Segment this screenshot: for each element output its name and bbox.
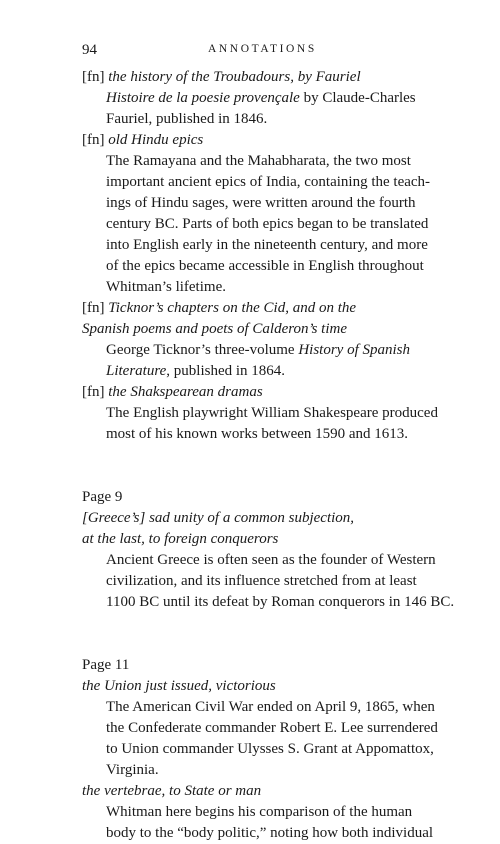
book-title: History of Spanish [298, 342, 411, 358]
annotation-phrase: [Greece’s] sad unity of a common subjection, [82, 510, 355, 526]
annotation-phrase-cont: Spanish poems and poets of Calderon’s time [82, 321, 347, 337]
annotation-phrase: the Shakspearean dramas [108, 384, 263, 400]
annotation-note-line [82, 361, 422, 382]
annotation-note-line: Whitman here begins his comparison of the human [106, 804, 413, 820]
note-text: , published in 1864. [166, 363, 286, 379]
note-text: George Ticknor’s three-volume [106, 342, 299, 358]
note-text: by Claude-Charles [299, 90, 416, 106]
annotation-note-line: The Ramayana and the Mahabharata, the two most [106, 153, 411, 169]
annotation-phrase: old Hindu epics [108, 132, 204, 148]
annotations-body [82, 67, 455, 844]
page-number: 94 [82, 42, 97, 58]
annotation-note-line: of the epics became accessible in English throughout [106, 258, 424, 274]
annotation-note-line: Ancient Greece is often seen as the founder of Western [106, 552, 436, 568]
book-title: Histoire de la poesie provençale [106, 90, 300, 106]
annotation-head [82, 130, 422, 151]
annotation-note-line: the Confederate commander Robert E. Lee surrendered [106, 720, 438, 736]
footnote-marker: [fn] [82, 69, 105, 85]
footnote-marker: [fn] [82, 300, 105, 316]
section-gap [82, 613, 422, 655]
annotation-phrase: the history of the Troubadours, by Fauriel [108, 69, 361, 85]
annotation-note-line: civilization, and its influence stretched from at least [106, 573, 417, 589]
annotation-note-line: into English early in the nineteenth century, and more [106, 237, 428, 253]
annotation-head [82, 67, 422, 88]
page-reference: Page 11 [82, 657, 130, 673]
annotation-phrase: Ticknor’s chapters on the Cid, and on the [108, 300, 357, 316]
annotation-note-line: important ancient epics of India, containing the teach- [106, 174, 431, 190]
page-reference: Page 9 [82, 489, 123, 505]
annotation-note-line [82, 340, 422, 361]
annotation-phrase: the Union just issued, victorious [82, 678, 276, 694]
footnote-marker: [fn] [82, 384, 105, 400]
running-head: ANNOTATIONS [208, 43, 317, 55]
annotation-note-line [82, 88, 422, 109]
annotation-note-line: century BC. Parts of both epics began to be translated [106, 216, 429, 232]
book-title: Literature [106, 363, 167, 379]
annotation-note-line: ings of Hindu sages, were written around the fourth [106, 195, 416, 211]
annotation-note-line: most of his known works between 1590 and 1613. [106, 426, 409, 442]
annotation-note-line: The English playwright William Shakespeare produced [106, 405, 438, 421]
annotation-note-line: Fauriel, published in 1846. [106, 111, 268, 127]
annotation-note-line: to Union commander Ulysses S. Grant at Appomattox, [106, 741, 434, 757]
annotation-note-line: The American Civil War ended on April 9, 1865, when [106, 699, 435, 715]
annotation-note-line: Virginia. [106, 762, 159, 778]
annotation-head [82, 298, 422, 319]
annotation-phrase: the vertebrae, to State or man [82, 783, 262, 799]
annotation-note-line: 1100 BC until its defeat by Roman conquerors in 146 BC. [106, 594, 455, 610]
annotation-phrase-cont: at the last, to foreign conquerors [82, 531, 279, 547]
section-gap [82, 445, 422, 487]
annotation-note-line: body to the “body politic,” noting how both individual [106, 825, 434, 841]
annotation-note-line: Whitman’s lifetime. [106, 279, 226, 295]
annotation-head [82, 382, 422, 403]
page-header [82, 42, 418, 62]
footnote-marker: [fn] [82, 132, 105, 148]
